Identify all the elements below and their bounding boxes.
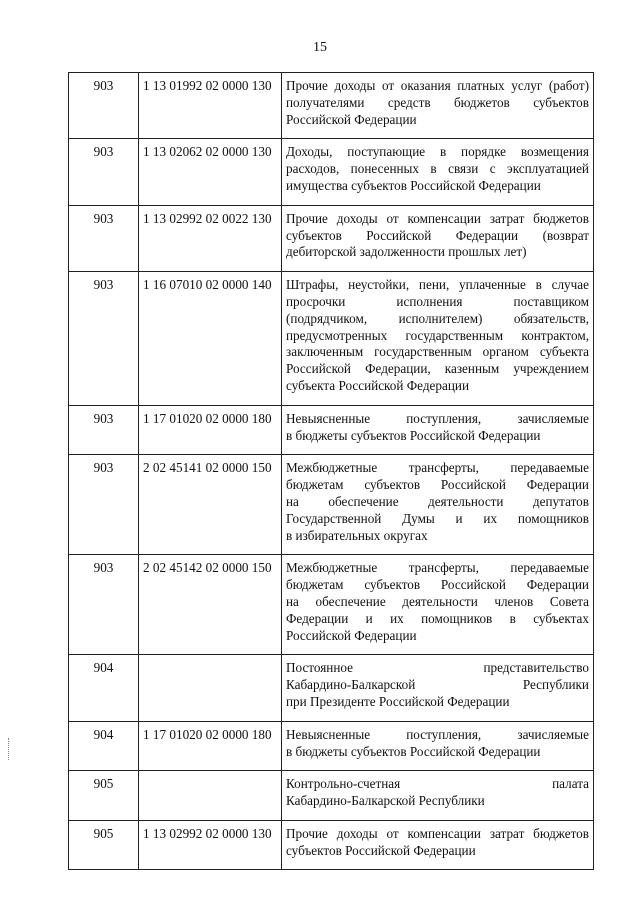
description-line: Кабардино-Балкарской Республики (286, 793, 485, 809)
income-description-cell (282, 820, 594, 870)
description-line: Кабардино-Балкарской Республики (286, 677, 589, 693)
description-line: предусмотренных государственным контрактом, (286, 327, 589, 343)
description-line: (подрядчиком, исполнителем) обязательств, (286, 310, 589, 326)
description-line: заключенным государственным органом субъекта (286, 344, 589, 360)
admin-code-cell: 903 (69, 272, 139, 406)
description-line: на обеспечение деятельности членов Совета (286, 593, 589, 609)
income-description-cell (282, 139, 594, 205)
description-line: Контрольно-счетная палата (286, 776, 589, 792)
income-description-cell (282, 555, 594, 655)
income-code-cell: 1 13 02992 02 0022 130 (139, 205, 282, 271)
table-row (69, 771, 594, 821)
table-row (69, 139, 594, 205)
income-description-cell (282, 655, 594, 721)
description-line: Межбюджетные трансферты, передаваемые (286, 560, 589, 576)
description-line: Прочие доходы от оказания платных услуг (работ) (286, 78, 589, 93)
income-description-cell (282, 73, 594, 139)
income-description-cell (282, 721, 594, 771)
description-line: субъектов Российской Федерации (286, 842, 476, 858)
admin-code-cell: 905 (69, 820, 139, 870)
margin-scan-mark (8, 738, 10, 760)
income-code-cell: 1 17 01020 02 0000 180 (139, 405, 282, 455)
description-line: субъекта Российской Федерации (286, 377, 470, 393)
description-line: субъектов Российской Федерации (возврат (286, 227, 589, 243)
admin-code-cell: 903 (69, 139, 139, 205)
table-row (69, 655, 594, 721)
description-line: расходов, понесенных в связи с эксплуатацией (286, 161, 589, 177)
admin-code-cell: 903 (69, 205, 139, 271)
income-code-cell: 1 16 07010 02 0000 140 (139, 272, 282, 406)
table-body (69, 73, 594, 870)
description-line: Государственной Думы и их помощников (286, 510, 589, 526)
description-line: на обеспечение деятельности депутатов (286, 493, 589, 509)
page-number: 15 (313, 40, 327, 55)
admin-code-cell: 905 (69, 771, 139, 821)
table-row (69, 405, 594, 455)
description-line: Невыясненные поступления, зачисляемые (286, 726, 589, 742)
description-line: Федерации и их помощников в субъектах (286, 610, 589, 626)
description-line: Штрафы, неустойки, пени, уплаченные в случае (286, 277, 589, 293)
table-row (69, 555, 594, 655)
admin-code-cell: 904 (69, 721, 139, 771)
income-description-cell (282, 272, 594, 406)
income-description-cell (282, 205, 594, 271)
description-line: дебиторской задолженности прошлых лет) (286, 244, 527, 260)
description-line: Прочие доходы от компенсации затрат бюджетов (286, 825, 589, 841)
table-row (69, 455, 594, 555)
description-line: Постоянное представительство (286, 660, 589, 676)
admin-code-cell: 903 (69, 73, 139, 139)
income-code-cell (139, 655, 282, 721)
description-line: бюджетам субъектов Российской Федерации (286, 577, 589, 593)
income-code-cell: 1 13 01992 02 0000 130 (139, 73, 282, 139)
table-row (69, 820, 594, 870)
description-line: имущества субъектов Российской Федерации (286, 177, 541, 193)
description-line: Российской Федерации (286, 111, 417, 127)
income-description-cell (282, 771, 594, 821)
income-code-cell: 2 02 45141 02 0000 150 (139, 455, 282, 555)
income-code-cell: 2 02 45142 02 0000 150 (139, 555, 282, 655)
table-row (69, 205, 594, 271)
description-line: Межбюджетные трансферты, передаваемые (286, 460, 589, 476)
table-row (69, 272, 594, 406)
income-code-cell: 1 17 01020 02 0000 180 (139, 721, 282, 771)
description-line: бюджетам субъектов Российской Федерации (286, 477, 589, 493)
description-line: в бюджеты субъектов Российской Федерации (286, 427, 541, 443)
income-code-cell (139, 771, 282, 821)
income-description-cell (282, 405, 594, 455)
description-line: в избирательных округах (286, 527, 428, 543)
table-row (69, 721, 594, 771)
description-line: просрочки исполнения поставщиком (286, 293, 589, 309)
table-row (69, 73, 594, 139)
admin-code-cell: 903 (69, 455, 139, 555)
description-line: Российской Федерации, казенным учреждением (286, 361, 589, 377)
description-line: Российской Федерации (286, 627, 417, 643)
description-line: Невыясненные поступления, зачисляемые (286, 410, 589, 426)
admin-code-cell: 903 (69, 555, 139, 655)
budget-classification-table (68, 72, 594, 870)
description-line: получателями средств бюджетов субъектов (286, 94, 589, 110)
income-code-cell: 1 13 02062 02 0000 130 (139, 139, 282, 205)
description-line: в бюджеты субъектов Российской Федерации (286, 743, 541, 759)
admin-code-cell: 904 (69, 655, 139, 721)
income-code-cell: 1 13 02992 02 0000 130 (139, 820, 282, 870)
description-line: Доходы, поступающие в порядке возмещения (286, 144, 589, 160)
description-line: при Президенте Российской Федерации (286, 693, 510, 709)
income-description-cell (282, 455, 594, 555)
description-line: Прочие доходы от компенсации затрат бюджетов (286, 210, 589, 226)
admin-code-cell: 903 (69, 405, 139, 455)
